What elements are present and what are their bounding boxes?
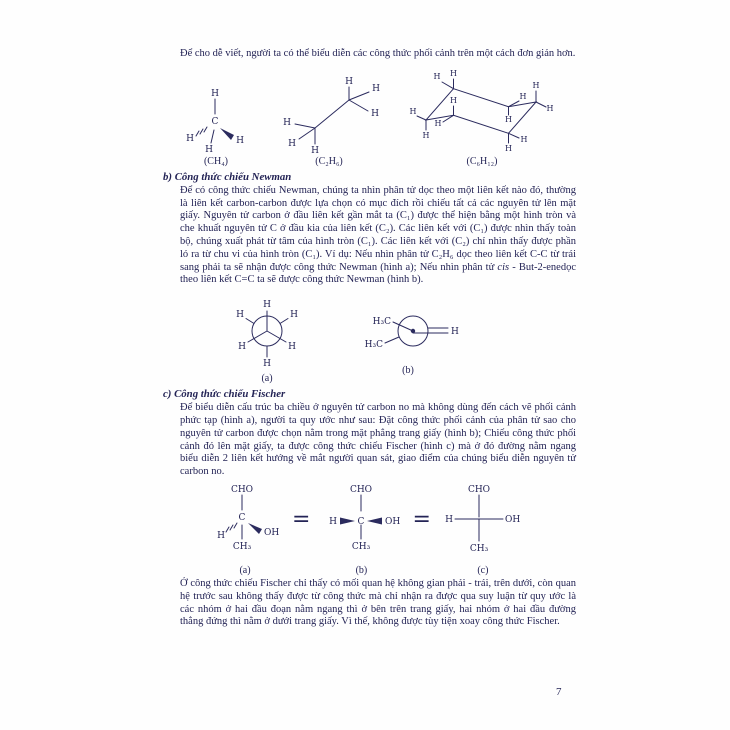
fischer-a-structure-drawing — [210, 483, 280, 563]
atom-label-h: H — [238, 342, 246, 353]
newman-a-figure — [227, 291, 307, 384]
atom-label-h: H — [345, 76, 353, 87]
newman-b-structure-drawing — [349, 301, 467, 363]
methyl-label: CH₃ — [469, 543, 489, 554]
methyl-label: H₃C — [364, 340, 383, 351]
page-content — [163, 48, 576, 629]
cyclohexane-figure — [407, 66, 557, 167]
atom-label-h: H — [450, 68, 457, 78]
section-c-paragraph: Để biểu diễn cấu trúc ba chiều ở nguyên tử carbon no mà không dùng đến cách vẽ phối cảnh phức tạp (hình a), người ta quy ước như sau: Đặt công thức phối cảnh của phân tử sao cho nguyên tử carbon được chọn nằm trong mặt phẳng trang giấy (hình b); Chiếu công thức phối cảnh đó lên mặt giấy, ta được công thức chiếu Fischer (hình c) mà ở đó đường nằm ngang biểu diễn 2 liên kết hướng về mắt người quan sát, giao điểm của chúng biểu diễn nguyên tử carbon no. — [180, 402, 576, 478]
hashed-wedge-bond — [226, 523, 237, 532]
atom-label-h: H — [450, 95, 457, 105]
cho-label: CHO — [350, 484, 373, 495]
atom-label-h: H — [205, 144, 213, 155]
atom-label-h: H — [546, 103, 554, 113]
section-b-heading: b) Công thức chiếu Newman — [163, 170, 292, 183]
methyl-label: CH₃ — [352, 541, 371, 552]
intro-paragraph: Để cho dễ viết, người ta có thể biểu diễn các công thức phối cảnh trên một cách đơn giản hơn. — [180, 48, 576, 59]
atom-label-h: H — [505, 114, 512, 124]
atom-label-h: H — [532, 80, 540, 90]
section-b-text-2: - But-2-enedọc theo liên kết C=C ta sẽ được công thức Newman (hình b). — [180, 261, 576, 286]
atom-label-h: H — [186, 133, 194, 144]
closing-paragraph: Ở công thức chiếu Fischer chỉ thấy có mối quan hệ không gian phải - trái, trên dưới, còn quan hệ trước sau không thấy được từ công thức mà chỉ nhận ra được qua suy luận từ quy ước là các nhóm ở hai đầu đoạn nằm ngang thì ở bên trên trang giấy, hai nhóm ở hai đầu đường thẳng đứng thì nằm ở dưới trang giấy. Vì thế, không được tùy tiện xoay công thức Fischer. — [180, 577, 576, 628]
cyclohexane-ring-and-bonds — [417, 79, 546, 143]
atom-label-c: C — [211, 116, 219, 127]
fischer-projections-row — [210, 483, 576, 576]
fischer-c-bonds — [455, 495, 503, 541]
fischer-a-caption: (a) — [239, 564, 251, 576]
ethane-figure — [273, 76, 385, 167]
cis-italic-word: cis — [497, 261, 510, 273]
atom-label-h: H — [433, 71, 441, 81]
fischer-b-figure — [322, 483, 400, 576]
newman-b-figure — [349, 301, 467, 376]
oh-label: OH — [504, 514, 521, 525]
oh-label: OH — [385, 516, 401, 527]
atom-label-h: H — [288, 138, 296, 149]
atom-label-h: H — [409, 106, 417, 116]
atom-label-h: H — [211, 88, 219, 99]
newman-projections-row — [227, 291, 576, 384]
atom-label-h: H — [371, 108, 379, 119]
atom-label-h: H — [451, 327, 459, 338]
hashed-wedge-bond — [196, 127, 207, 136]
atom-label-h: H — [236, 135, 244, 146]
ethane-caption: (C₂H₆) — [315, 155, 343, 167]
atom-label-h: H — [311, 145, 319, 156]
atom-label-h: H — [520, 134, 528, 144]
cho-label: CHO — [467, 484, 490, 495]
atom-label-h: H — [288, 342, 296, 353]
ethane-structure-drawing — [273, 76, 385, 154]
cyclohexane-structure-drawing — [407, 66, 557, 154]
atom-label-h: H — [422, 130, 430, 140]
bold-wedge-bond — [340, 517, 355, 524]
fischer-c-caption: (c) — [477, 564, 489, 576]
newman-a-caption: (a) — [261, 373, 273, 385]
methane-structure-drawing — [181, 86, 251, 154]
fischer-b-caption: (b) — [355, 564, 368, 576]
section-b-paragraph — [180, 185, 576, 287]
atom-label-h: H — [445, 514, 453, 525]
fischer-a-figure — [210, 483, 280, 576]
newman-b-bonds — [385, 316, 448, 346]
cho-label: CHO — [230, 484, 254, 495]
methane-caption: (CH₄) — [203, 155, 229, 167]
fischer-c-figure — [443, 483, 523, 576]
atom-label-c: C — [238, 512, 246, 523]
section-b-text-1: Để có công thức chiếu Newman, chúng ta nhìn phân tử dọc theo một liên kết nào đó, thường là liên kết carbon-carbon được lựa chọn có mục đích rồi chiếu tất cả các nguyên tử lên mặt giấy. Nguyên tử carbon ở đầu liên kết gần mắt ta (C₁) được thể hiện bằng một hình tròn và che khuất nguyên tử C ở đầu kia của liên kết (C₂). Các liên kết với (C₁) được nhìn thấy toàn bộ, chúng xuất phát từ tâm của hình tròn (C₁). Các liên kết với (C₂) chỉ nhìn thấy được phần ló ra từ chu vi của hình tròn (C₁). Ví dụ: Nếu nhìn phân tử C₂H₆ dọc theo liên kết C-C từ trái sang phải ta sẽ nhận được công thức Newman (hình a); Nếu nhìn phân tử — [180, 184, 576, 273]
atom-label-h: H — [263, 300, 271, 311]
atom-label-h: H — [283, 117, 291, 128]
cyclohexane-caption: (C₆H₁₂) — [466, 155, 498, 167]
methyl-label: CH₃ — [232, 541, 252, 552]
section-c-heading: c) Công thức chiếu Fischer — [163, 388, 286, 401]
newman-a-structure-drawing — [227, 291, 307, 371]
atom-label-h: H — [263, 359, 271, 370]
bold-wedge-bond — [248, 523, 262, 534]
bold-wedge-bond — [367, 517, 382, 524]
page-number: 7 — [556, 686, 562, 698]
newman-a-bonds — [246, 311, 288, 357]
newman-b-caption: (b) — [402, 365, 414, 377]
equivalence-sign: = — [292, 506, 311, 532]
atom-label-h: H — [236, 310, 244, 321]
fischer-b-structure-drawing — [322, 483, 400, 563]
fischer-c-structure-drawing — [443, 483, 523, 563]
methyl-label: H₃C — [372, 317, 391, 328]
methane-figure — [181, 86, 251, 167]
atom-label-h: H — [434, 118, 442, 128]
bold-wedge-bond — [220, 128, 234, 140]
atom-label-c: C — [357, 516, 365, 527]
equivalence-sign: = — [412, 506, 431, 532]
ethane-bonds — [295, 87, 369, 144]
atom-label-h: H — [217, 530, 225, 541]
atom-label-h: H — [329, 516, 338, 527]
atom-label-h: H — [372, 83, 380, 94]
atom-label-h: H — [519, 91, 527, 101]
oh-label: OH — [264, 527, 280, 538]
atom-label-h: H — [505, 143, 512, 153]
atom-label-h: H — [290, 310, 298, 321]
perspective-formulas-row — [181, 66, 576, 167]
